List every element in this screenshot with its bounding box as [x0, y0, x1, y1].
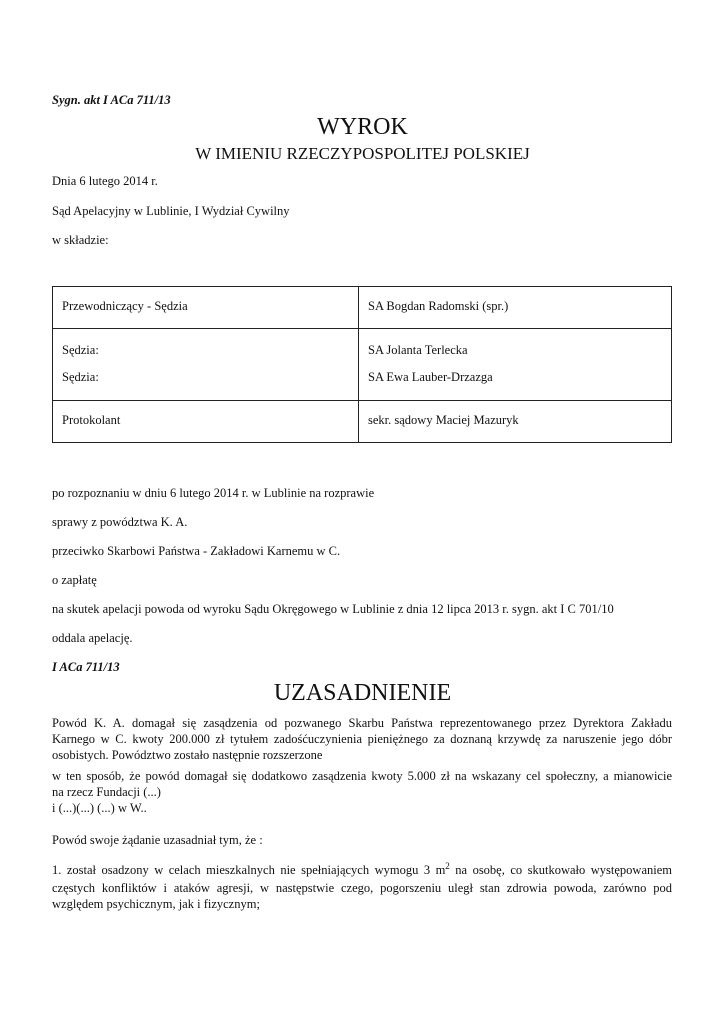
paragraph-line: Powód K. A. domagał się zasądzenia od pozwanego Skarbu Państwa reprezentowanego przez Dyrektora Zakładu [52, 716, 672, 730]
panel-role-cell: Protokolant [53, 401, 359, 443]
ruling-line: o zapłatę [52, 573, 97, 587]
justification-case-number: I ACa 711/13 [52, 660, 120, 674]
paragraph-line [52, 862, 672, 878]
judgment-title: WYROK [317, 114, 408, 140]
paragraph-line: względem psychicznym, jak i fizycznym; [52, 897, 260, 911]
paragraph-line: i (...)(...) (...) w W.. [52, 801, 147, 815]
text-span: na osobę, co skutkowało występowaniem [449, 863, 672, 877]
composition-label: w składzie: [52, 233, 109, 247]
text-span: 1. został osadzony w celach mieszkalnych nie spełniających wymogu 3 m [52, 863, 446, 877]
judgment-date: Dnia 6 lutego 2014 r. [52, 174, 158, 188]
court-name: Sąd Apelacyjny w Lublinie, I Wydział Cywilny [52, 204, 290, 218]
panel-name-cell [359, 329, 672, 401]
justification-title: UZASADNIENIE [273, 680, 452, 706]
panel-role-line: Sędzia: [62, 343, 99, 357]
table-row [53, 329, 672, 401]
paragraph-line: osobistych. Powództwo zostało następnie rozszerzone [52, 748, 323, 762]
ruling-decision: oddala apelację. [52, 631, 133, 645]
panel-name-line: SA Jolanta Terlecka [368, 343, 468, 357]
ruling-line: przeciwko Skarbowi Państwa - Zakładowi Karnemu w C. [52, 544, 341, 558]
case-signature: Sygn. akt I ACa 711/13 [52, 93, 171, 107]
table-row [53, 287, 672, 329]
court-panel-table [52, 286, 672, 443]
panel-name-cell: SA Bogdan Radomski (spr.) [359, 287, 672, 329]
paragraph-line: częstych konfliktów i ataków agresji, w następstwie czego, pogorszeniu uległ stan zdrowia powoda, zarówno pod [52, 881, 672, 895]
superscript: 2 [445, 860, 450, 871]
table-row [53, 401, 672, 443]
ruling-line: sprawy z powództwa K. A. [52, 515, 188, 529]
ruling-line: na skutek apelacji powoda od wyroku Sądu Okręgowego w Lublinie z dnia 12 lipca 2013 r. sygn. akt I C 701/10 [52, 602, 614, 616]
paragraph-line: Karnego w C. kwoty 200.000 zł tytułem zadośćuczynienia pieniężnego za doznaną krzywdę za naruszenie jego dóbr [52, 732, 672, 746]
panel-name-line: SA Ewa Lauber-Drzazga [368, 370, 493, 384]
panel-role-line: Sędzia: [62, 370, 99, 384]
paragraph-line: w ten sposób, że powód domagał się dodatkowo zasądzenia kwoty 5.000 zł na wskazany cel społeczny, a mianowicie [52, 769, 672, 783]
paragraph-line: na rzecz Fundacji (...) [52, 785, 161, 799]
ruling-line: po rozpoznaniu w dniu 6 lutego 2014 r. w Lublinie na rozprawie [52, 486, 375, 500]
judgment-subtitle: W IMIENIU RZECZYPOSPOLITEJ POLSKIEJ [195, 144, 530, 163]
paragraph-line: Powód swoje żądanie uzasadniał tym, że : [52, 833, 263, 847]
panel-name-cell: sekr. sądowy Maciej Mazuryk [359, 401, 672, 443]
panel-role-cell: Przewodniczący - Sędzia [53, 287, 359, 329]
panel-role-cell [53, 329, 359, 401]
